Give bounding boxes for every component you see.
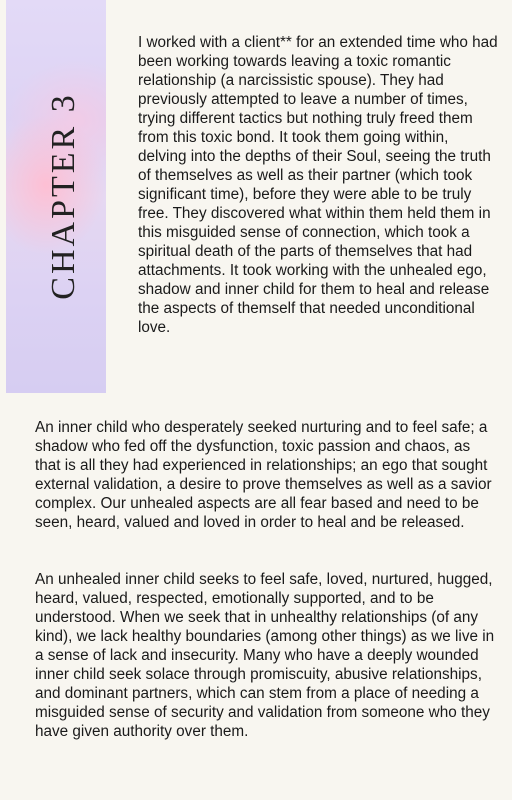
- chapter-banner: [6, 0, 106, 393]
- paragraph-client-story: I worked with a client** for an extended time who had been working towards leaving a toxic romantic relationship (a narcissistic spouse). They had previously attempted to leave a number of times, trying different tactics but nothing truly freed them from this toxic bond. It took them going within, delving into the depths of their Soul, seeing the truth of themselves as well as their partner (which took significant time), before they were able to be truly free. They discovered what within them held them in this misguided sense of connection, which took a spiritual death of the parts of themselves that had attachments. It took working with the unhealed ego, shadow and inner child for them to heal and release the aspects of themself that needed unconditional love.: [138, 34, 498, 336]
- chapter-title: CHAPTER 3: [45, 92, 82, 300]
- paragraph-inner-child: An unhealed inner child seeks to feel safe, loved, nurtured, hugged, heard, valued, respected, emotionally supported, and to be understood. When we seek that in unhealthy relationships (of any kind), we lack healthy boundaries (among other things) as we live in a sense of lack and insecurity. Many who have a deeply wounded inner child seek solace through promiscuity, abusive relationships, and dominant partners, which can stem from a place of needing a misguided sense of security and validation from someone who they have given authority over them.: [35, 571, 495, 740]
- paragraph-unhealed-aspects: An inner child who desperately seeked nurturing and to feel safe; a shadow who fed off the dysfunction, toxic passion and chaos, as that is all they had experienced in relationships; an ego that sought external validation, a desire to prove themselves as well as a savior complex. Our unhealed aspects are all fear based and need to be seen, heard, valued and loved in order to heal and be released.: [35, 419, 492, 531]
